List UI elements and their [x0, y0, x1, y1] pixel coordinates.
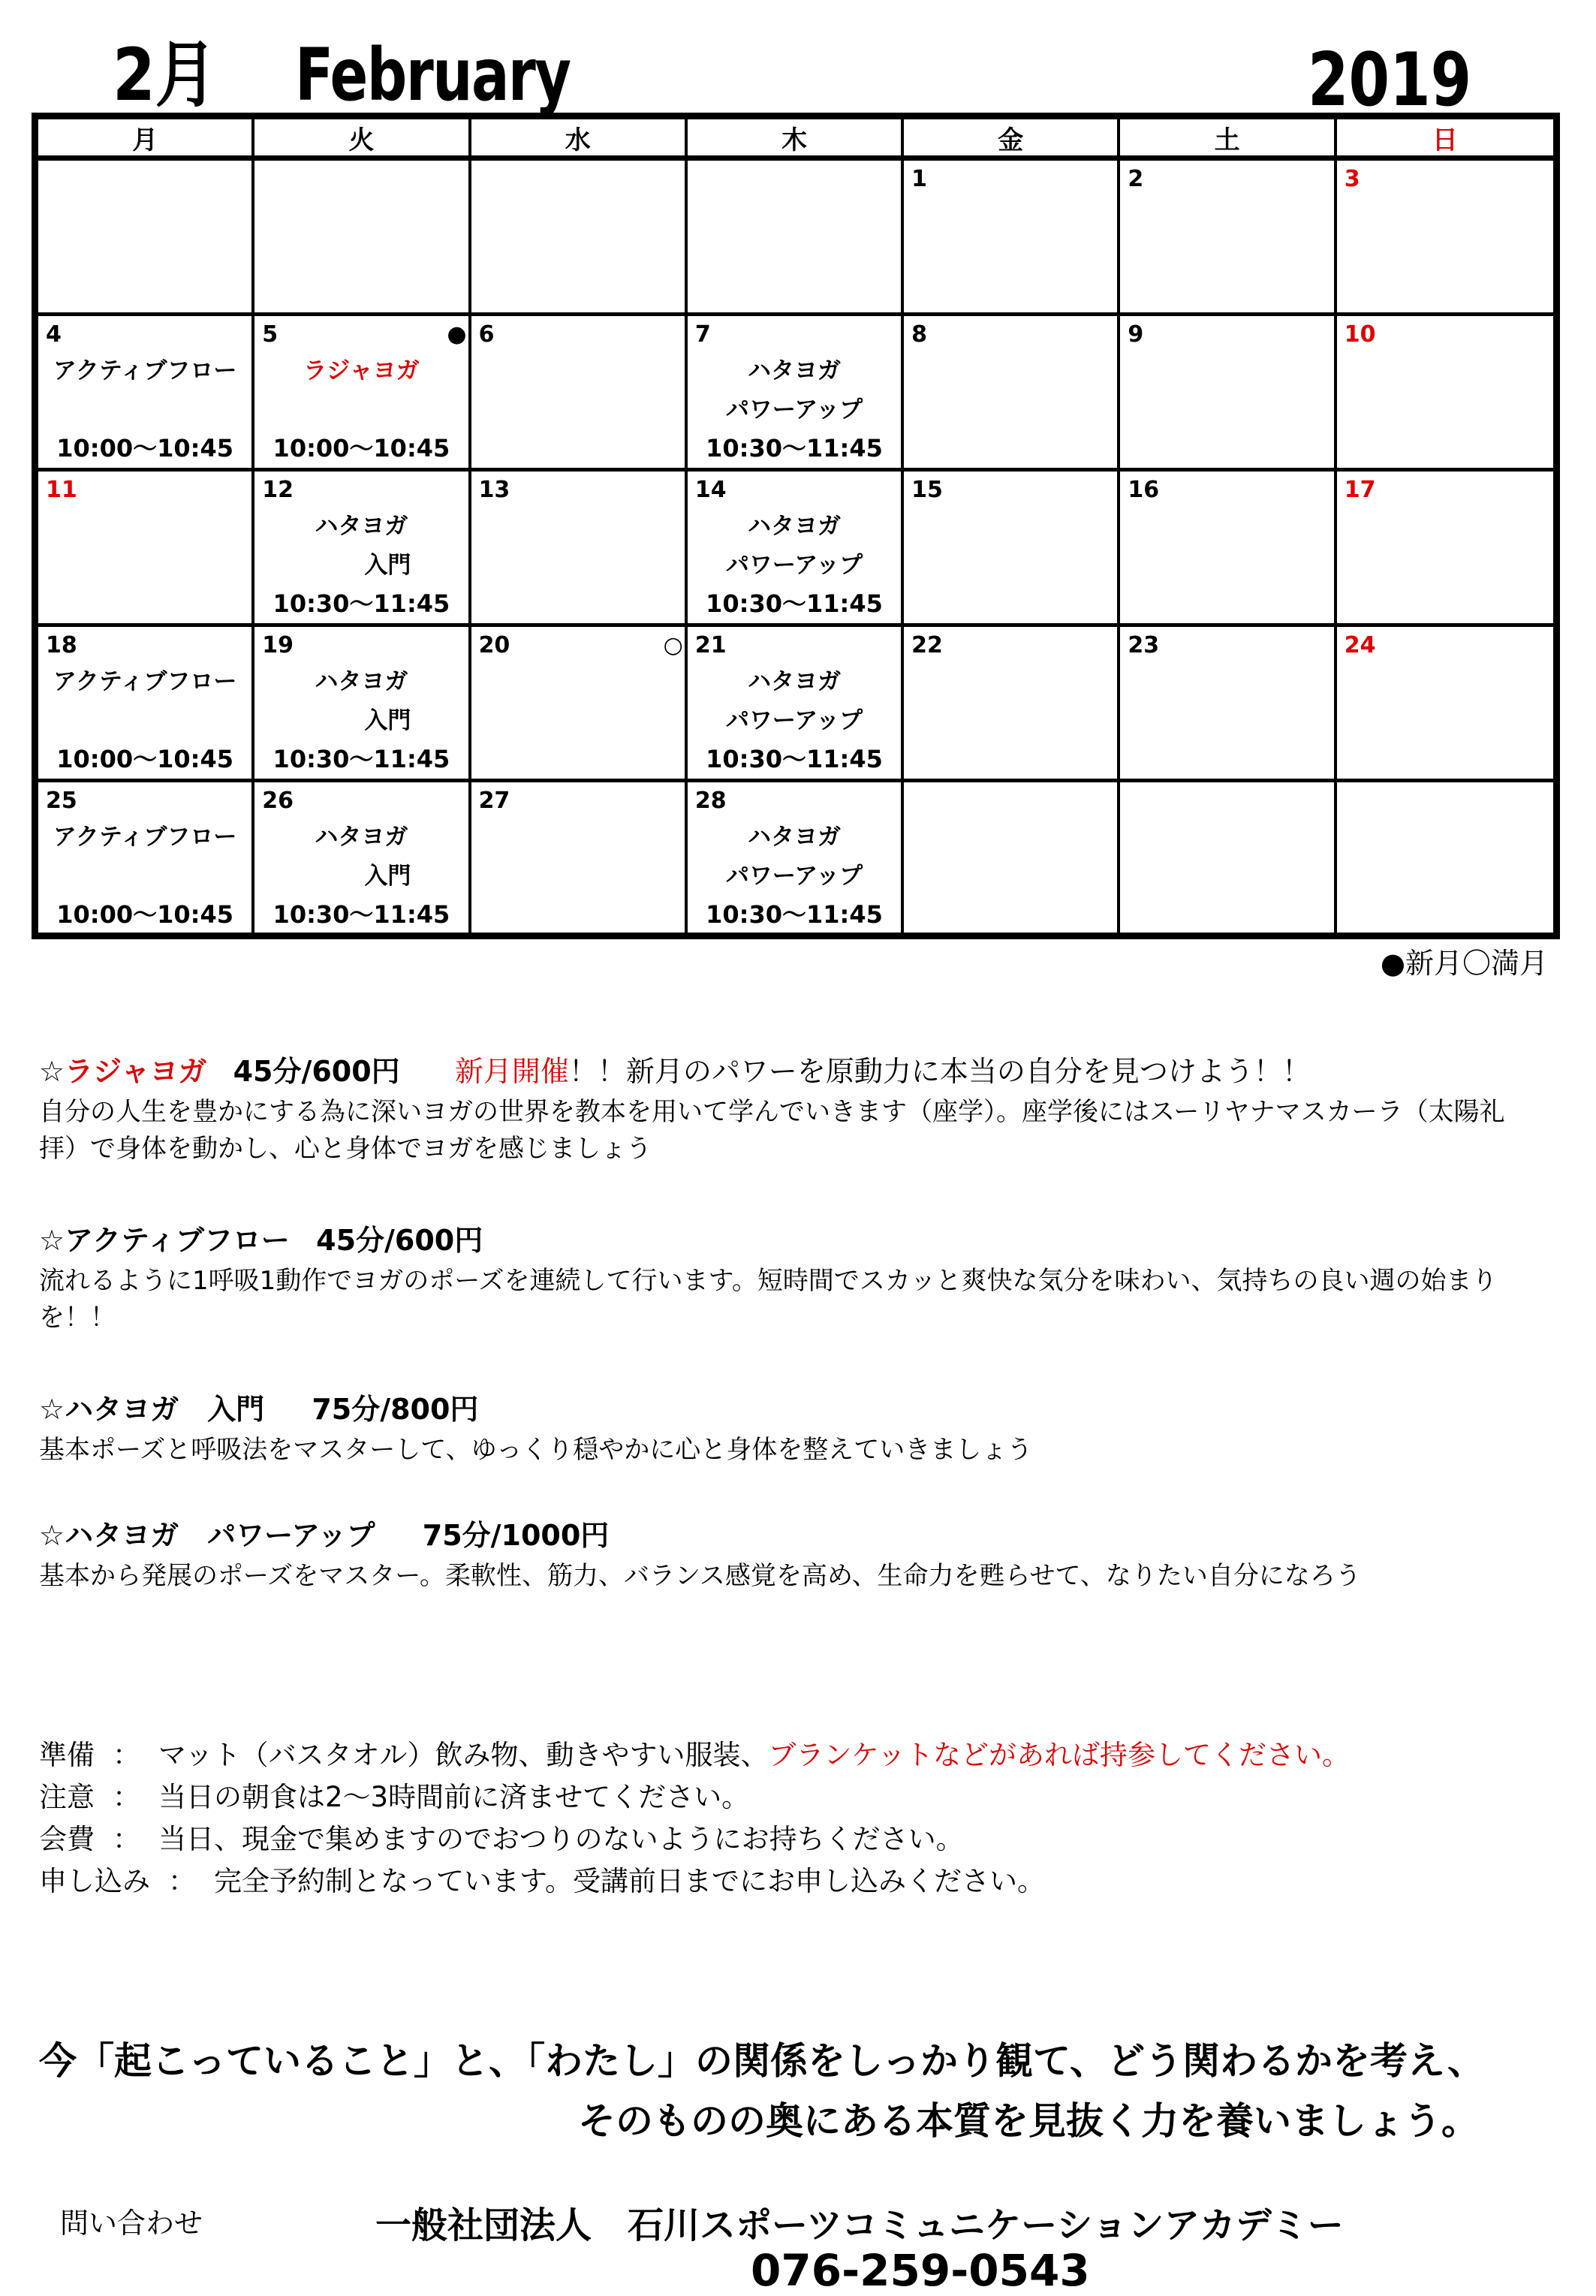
- event-time: 10:00～10:45: [56, 900, 233, 929]
- event-subname: 入門: [364, 552, 411, 579]
- day-number: 25: [46, 788, 77, 814]
- calendar-day-empty[interactable]: [688, 161, 904, 316]
- class-active-flow: [39, 1224, 1563, 1336]
- day-number: 22: [911, 632, 943, 658]
- calendar-day-12[interactable]: [254, 472, 471, 627]
- day-number: 16: [1128, 477, 1160, 503]
- event-name: ハタヨガ: [747, 668, 841, 695]
- event-time: 10:00～10:45: [56, 745, 233, 773]
- calendar-day-13[interactable]: [471, 472, 688, 627]
- weekday-header: 火: [254, 119, 471, 161]
- class-raja-yoga: [39, 1055, 1563, 1168]
- class-hatha-powerup: [39, 1519, 1563, 1595]
- calendar-day-19[interactable]: [254, 627, 471, 782]
- day-number: 19: [262, 632, 294, 658]
- calendar-day-9[interactable]: [1120, 316, 1336, 472]
- calendar-day-1[interactable]: [904, 161, 1120, 316]
- note-label: 会費: [39, 1823, 95, 1855]
- calendar-day-empty[interactable]: [471, 161, 688, 316]
- event-time: 10:30～11:45: [706, 900, 883, 929]
- year-title: 2019: [1308, 38, 1472, 123]
- event-time: 10:30～11:45: [706, 745, 883, 773]
- day-number: 14: [694, 477, 727, 503]
- calendar-day-8[interactable]: [904, 316, 1120, 472]
- calendar-day-24[interactable]: [1337, 627, 1553, 782]
- note-red-text: ブランケットなどがあれば持参してください。: [768, 1739, 1350, 1771]
- calendar-day-28[interactable]: [688, 782, 904, 938]
- calendar-day-23[interactable]: [1120, 627, 1336, 782]
- class-description: 自分の人生を豊かにする為に深いヨガの世界を教本を用いて学んでいきます（座学）。座学後にはスーリヤナマスカーラ（太陽礼拝）で身体を動かし、心と身体でヨガを感じましょう: [39, 1096, 1505, 1164]
- day-number: 10: [1344, 321, 1376, 348]
- star-icon: ☆: [39, 1055, 65, 1088]
- calendar-day-3[interactable]: [1337, 161, 1553, 316]
- event-name: アクティブフロー: [53, 357, 237, 384]
- day-number: 6: [478, 321, 495, 348]
- event-name: ハタヨガ: [315, 513, 408, 540]
- calendar-day-6[interactable]: [471, 316, 688, 472]
- event-subname: 入門: [364, 863, 411, 890]
- star-icon: ☆: [39, 1224, 65, 1257]
- day-number: 15: [911, 477, 943, 503]
- note-separator: ：: [113, 1739, 140, 1771]
- message-line-2: そのものの奥にある本質を見抜く力を養いましょう。: [578, 2099, 1479, 2143]
- day-number: 2: [1128, 166, 1144, 192]
- class-description: 基本ポーズと呼吸法をマスターして、ゆっくり穏やかに心と身体を整えていきましょう: [39, 1434, 1033, 1465]
- new-moon-icon: ●: [447, 321, 467, 348]
- calendar-day-15[interactable]: [904, 472, 1120, 627]
- event-time: 10:30～11:45: [706, 434, 883, 463]
- day-number: 11: [46, 477, 77, 503]
- calendar-day-18[interactable]: [38, 627, 254, 782]
- class-highlight: 新月開催: [454, 1055, 569, 1088]
- calendar-day-empty[interactable]: [254, 161, 471, 316]
- calendar-day-17[interactable]: [1337, 472, 1553, 627]
- calendar-day-27[interactable]: [471, 782, 688, 938]
- calendar-day-26[interactable]: [254, 782, 471, 938]
- calendar-day-empty[interactable]: [904, 782, 1120, 938]
- note-label: 注意: [39, 1781, 95, 1813]
- notes-list: [39, 1734, 1350, 1903]
- event-name: ハタヨガ: [315, 668, 408, 695]
- calendar-day-empty[interactable]: [1337, 782, 1553, 938]
- weekday-header: 月: [38, 119, 254, 161]
- note-application: [39, 1861, 1350, 1903]
- moon-legend: ●新月〇満月: [1380, 947, 1548, 980]
- note-preparation: [39, 1734, 1350, 1776]
- note-separator: ：: [113, 1781, 140, 1813]
- event-time: 10:30～11:45: [706, 589, 883, 618]
- calendar-day-empty[interactable]: [1120, 782, 1336, 938]
- calendar-day-10[interactable]: [1337, 316, 1553, 472]
- class-name: ハタヨガ パワーアップ: [65, 1519, 375, 1552]
- event-time: 10:00～10:45: [56, 434, 233, 463]
- calendar-grid: [32, 113, 1560, 939]
- day-number: 24: [1344, 632, 1376, 658]
- class-price: 45分/600円: [316, 1224, 483, 1257]
- event-name: ハタヨガ: [747, 824, 841, 851]
- day-number: 12: [262, 477, 294, 503]
- event-subname: 入門: [364, 707, 411, 734]
- calendar-day-empty[interactable]: [38, 161, 254, 316]
- note-separator: ：: [113, 1823, 140, 1855]
- day-number: 4: [46, 321, 62, 348]
- calendar-day-16[interactable]: [1120, 472, 1336, 627]
- day-number: 5: [262, 321, 279, 348]
- weekday-header: 金: [904, 119, 1120, 161]
- event-subname: パワーアップ: [725, 707, 863, 734]
- star-icon: ☆: [39, 1519, 65, 1552]
- event-name: ラジャヨガ: [303, 357, 420, 384]
- calendar-day-25[interactable]: [38, 782, 254, 938]
- day-number: 27: [478, 788, 510, 814]
- calendar-day-4[interactable]: [38, 316, 254, 472]
- day-number: 26: [262, 788, 294, 814]
- star-icon: ☆: [39, 1393, 65, 1426]
- event-name: ハタヨガ: [747, 357, 841, 384]
- weekday-header: 日: [1337, 119, 1553, 161]
- class-price: 75分/800円: [312, 1393, 479, 1426]
- calendar-day-11[interactable]: [38, 472, 254, 627]
- day-number: 21: [694, 632, 727, 658]
- calendar-day-22[interactable]: [904, 627, 1120, 782]
- day-number: 20: [478, 632, 510, 658]
- calendar-day-21[interactable]: [688, 627, 904, 782]
- note-text: 当日の朝食は2～3時間前に済ませてください。: [158, 1781, 750, 1813]
- event-time: 10:30～11:45: [273, 900, 450, 929]
- event-time: 10:30～11:45: [273, 745, 450, 773]
- day-number: 7: [694, 321, 711, 348]
- calendar-day-7[interactable]: [688, 316, 904, 472]
- event-subname: パワーアップ: [725, 396, 863, 423]
- class-description: 流れるように1呼吸1動作でヨガのポーズを連続して行います。短時間でスカッと爽快な気分を味わい、気持ちの良い週の始まりを！！: [39, 1265, 1498, 1333]
- class-name: アクティブフロー: [65, 1224, 290, 1257]
- note-label: 準備: [39, 1739, 95, 1771]
- weekday-header: 木: [688, 119, 904, 161]
- weekday-header: 水: [471, 119, 688, 161]
- message-line-1-wrap: 今「起こっていること」と、「わたし」の関係をしっかり観て、どう関わるかを考え、: [39, 2039, 1485, 2083]
- note-text: マット（バスタオル）飲み物、動きやすい服装、: [158, 1739, 769, 1771]
- day-number: 13: [478, 477, 510, 503]
- event-time: 10:00～10:45: [273, 434, 450, 463]
- event-name: ハタヨガ: [747, 513, 841, 540]
- day-number: 9: [1128, 321, 1144, 348]
- day-number: 28: [694, 788, 727, 814]
- full-moon-icon: ○: [663, 632, 683, 658]
- note-text: 完全予約制となっています。受講前日までにお申し込みください。: [214, 1865, 1046, 1897]
- weekday-header: 土: [1120, 119, 1336, 161]
- event-subname: パワーアップ: [725, 552, 863, 579]
- note-separator: ：: [168, 1865, 196, 1897]
- phone-number[interactable]: 076-259-0543: [751, 2245, 1090, 2296]
- calendar-day-20[interactable]: [471, 627, 688, 782]
- day-number: 23: [1128, 632, 1160, 658]
- month-title-jp: 2月: [113, 33, 217, 117]
- note-fee: [39, 1818, 1350, 1861]
- event-name: ハタヨガ: [315, 824, 408, 851]
- event-name: アクティブフロー: [53, 824, 237, 851]
- month-title-en: February: [295, 33, 571, 117]
- day-number: 18: [46, 632, 77, 658]
- calendar-day-5[interactable]: [254, 316, 471, 472]
- class-name: ハタヨガ 入門: [65, 1393, 265, 1426]
- event-name: アクティブフロー: [53, 668, 237, 695]
- contact-label: 問い合わせ: [60, 2207, 203, 2240]
- organization-name: 一般社団法人 石川スポーツコミュニケーションアカデミー: [375, 2204, 1344, 2246]
- day-number: 17: [1344, 477, 1376, 503]
- calendar-day-2[interactable]: [1120, 161, 1336, 316]
- day-number: 8: [911, 321, 928, 348]
- event-time: 10:30～11:45: [273, 589, 450, 618]
- class-description: 基本から発展のポーズをマスター。柔軟性、筋力、バランス感覚を高め、生命力を甦らせて、なりたい自分になろう: [39, 1560, 1361, 1591]
- event-subname: パワーアップ: [725, 863, 863, 890]
- note-label: 申し込み: [39, 1865, 150, 1897]
- day-number: 3: [1344, 166, 1360, 192]
- class-name: ラジャヨガ: [65, 1055, 207, 1088]
- note-caution: [39, 1776, 1350, 1818]
- calendar-day-14[interactable]: [688, 472, 904, 627]
- day-number: 1: [911, 166, 928, 192]
- class-price: 75分/1000円: [422, 1519, 610, 1552]
- class-tagline: ！！新月のパワーを原動力に本当の自分を見つけよう！！: [568, 1055, 1311, 1088]
- class-hatha-beginner: [39, 1393, 1563, 1469]
- note-text: 当日、現金で集めますのでおつりのないようにお持ちください。: [158, 1823, 964, 1855]
- class-price: 45分/600円: [233, 1055, 400, 1088]
